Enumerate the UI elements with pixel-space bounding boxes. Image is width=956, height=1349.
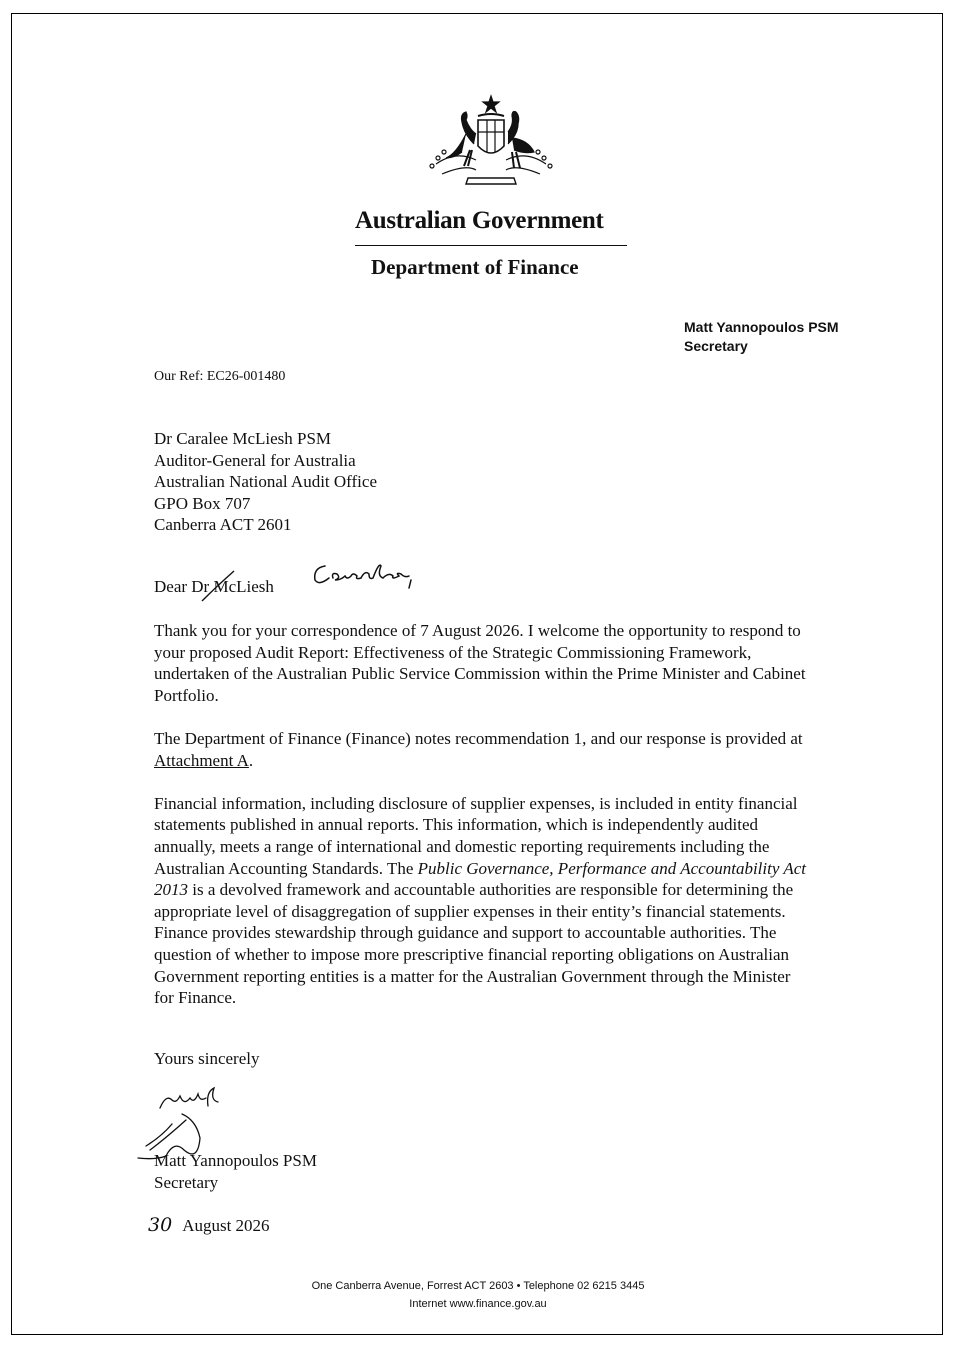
handwritten-day: 30 [148, 1214, 173, 1236]
salutation-prefix: Dear Dr [154, 577, 210, 596]
closing: Yours sincerely [154, 1049, 260, 1068]
strikethrough-mark [198, 569, 238, 603]
footer-address: One Canberra Avenue, Forrest ACT 2603 • Telephone 02 6215 3445 [311, 1280, 645, 1292]
signatory-title: Secretary [154, 1173, 219, 1192]
recipient-address [154, 428, 377, 536]
attachment-reference: Attachment A [154, 750, 249, 770]
address-line: Canberra ACT 2601 [154, 515, 292, 534]
body-text-span: . [248, 750, 254, 770]
government-heading: Australian Government [355, 207, 604, 234]
body-text-span: Financial information, including disclosure of supplier expenses, is included in entity financial statements published in annual reports. This information, which is independently audited annually, meets a range of international and domestic reporting requirements including the Australian Accounting Standards. The [154, 793, 798, 878]
footer [0, 1277, 956, 1313]
date-month-year: August 2026 [182, 1216, 270, 1235]
signatory-name: Matt Yannopoulos PSM [154, 1151, 317, 1170]
address-line: Dr Caralee McLiesh PSM [154, 429, 332, 448]
address-line: GPO Box 707 [154, 493, 251, 513]
department-heading: Department of Finance [371, 255, 579, 279]
body-paragraph: Thank you for your correspondence of 7 August 2026. I welcome the opportunity to respond to your proposed Audit Report: Effectiveness of the Strategic Commissioning Framework, undertaken of the Australian Public Service Commission within the Prime Minister and Cabinet Portfolio. [154, 621, 806, 705]
letter-body [154, 620, 814, 1030]
reference-number: Our Ref: EC26-001480 [154, 369, 286, 384]
act-title: Public Governance, Performance and Accountability Act 2013 [154, 858, 806, 900]
body-text-span: is a devolved framework and accountable authorities are responsible for determining the appropriate level of disaggregation of supplier expenses in their entity’s financial statements. Finance provides stewardship through guidance and support to accountable authorities. The question of whether to impose more prescriptive financial reporting obligations on Australian Government reporting entities is a matter for the Australian Government through the Minister for Finance. [154, 880, 794, 1008]
letterhead-divider [355, 245, 627, 246]
address-line: Australian National Audit Office [154, 472, 377, 491]
body-paragraph [154, 793, 814, 1009]
sender-name: Matt Yannopoulos PSM [684, 319, 839, 335]
body-paragraph [154, 728, 814, 771]
coat-of-arms-icon [416, 94, 566, 194]
salutation-struck-name: McLiesh [213, 577, 274, 596]
footer-website: Internet www.finance.gov.au [409, 1298, 547, 1310]
address-line: Auditor-General for Australia [154, 450, 356, 470]
handwritten-salutation [311, 558, 415, 594]
sender-block [684, 318, 839, 356]
signature-block [154, 1150, 317, 1194]
body-text-span: The Department of Finance (Finance) notes recommendation 1, and our response is provided at [154, 728, 803, 748]
sender-title: Secretary [684, 338, 748, 354]
letter-date [148, 1214, 270, 1236]
